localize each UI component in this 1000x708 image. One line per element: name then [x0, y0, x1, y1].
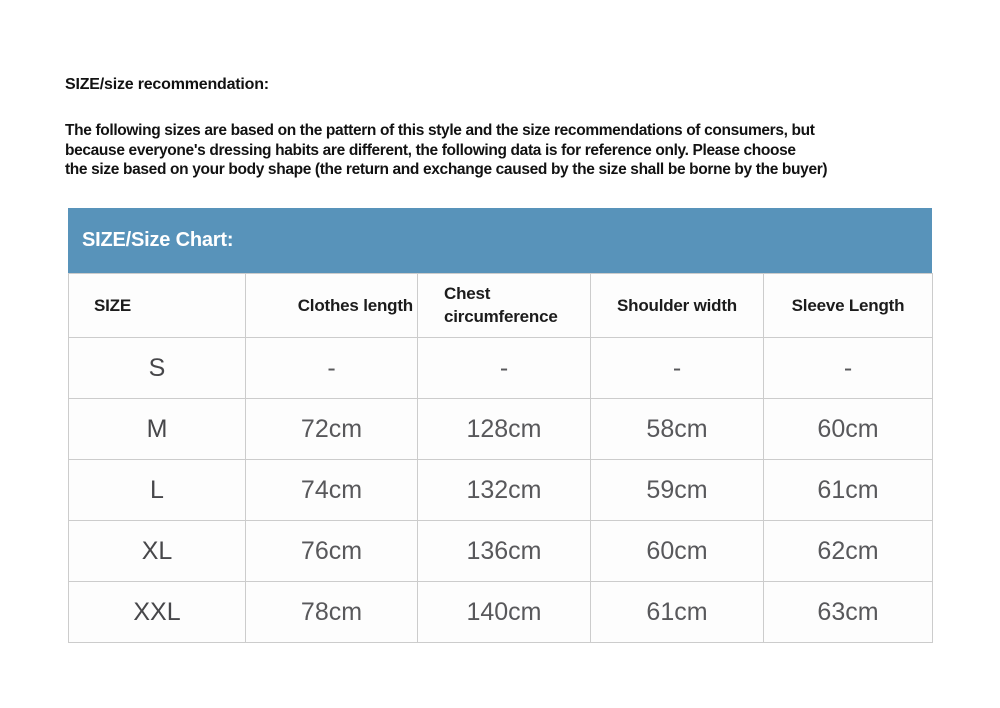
- table-row-xxl: [69, 582, 933, 643]
- table-header-row: [69, 274, 933, 338]
- cell-size: M: [69, 399, 246, 460]
- cell-chest-circumference: 132cm: [418, 460, 591, 521]
- cell-size: XL: [69, 521, 246, 582]
- size-chart-header-bar: [68, 208, 932, 273]
- cell-clothes-length: 78cm: [246, 582, 418, 643]
- cell-clothes-length: 76cm: [246, 521, 418, 582]
- cell-chest-circumference: -: [418, 338, 591, 399]
- cell-clothes-length: 72cm: [246, 399, 418, 460]
- cell-chest-circumference: 128cm: [418, 399, 591, 460]
- disclaimer-line: because everyone's dressing habits are different, the following data is for reference only. Please choose: [65, 141, 796, 159]
- table-row-xl: [69, 521, 933, 582]
- cell-sleeve-length: 61cm: [764, 460, 933, 521]
- header-cell-chest-circumference: Chest circumference: [418, 274, 591, 338]
- size-table: [68, 273, 933, 643]
- cell-size: XXL: [69, 582, 246, 643]
- table-row-m: [69, 399, 933, 460]
- header-cell-size: SIZE: [69, 274, 246, 338]
- table-row-s: [69, 338, 933, 399]
- section-title: SIZE/size recommendation:: [65, 76, 269, 93]
- cell-chest-circumference: 136cm: [418, 521, 591, 582]
- cell-sleeve-length: -: [764, 338, 933, 399]
- disclaimer-paragraph: [65, 121, 827, 180]
- cell-chest-circumference: 140cm: [418, 582, 591, 643]
- header-cell-sleeve-length: Sleeve Length: [764, 274, 933, 338]
- disclaimer-line: the size based on your body shape (the return and exchange caused by the size shall be borne by the buyer): [65, 161, 828, 178]
- cell-shoulder-width: 60cm: [591, 521, 764, 582]
- cell-shoulder-width: 61cm: [591, 582, 764, 643]
- size-chart-title: SIZE/Size Chart:: [82, 229, 234, 251]
- cell-size: L: [69, 460, 246, 521]
- cell-size: S: [69, 338, 246, 399]
- cell-clothes-length: 74cm: [246, 460, 418, 521]
- cell-sleeve-length: 60cm: [764, 399, 933, 460]
- cell-clothes-length: -: [246, 338, 418, 399]
- cell-shoulder-width: 58cm: [591, 399, 764, 460]
- cell-shoulder-width: 59cm: [591, 460, 764, 521]
- cell-shoulder-width: -: [591, 338, 764, 399]
- header-cell-clothes-length: Clothes length: [246, 274, 418, 338]
- cell-sleeve-length: 62cm: [764, 521, 933, 582]
- cell-sleeve-length: 63cm: [764, 582, 933, 643]
- disclaimer-line: The following sizes are based on the pattern of this style and the size recommendations of consumers, but: [65, 122, 815, 139]
- header-cell-shoulder-width: Shoulder width: [591, 274, 764, 338]
- table-row-l: [69, 460, 933, 521]
